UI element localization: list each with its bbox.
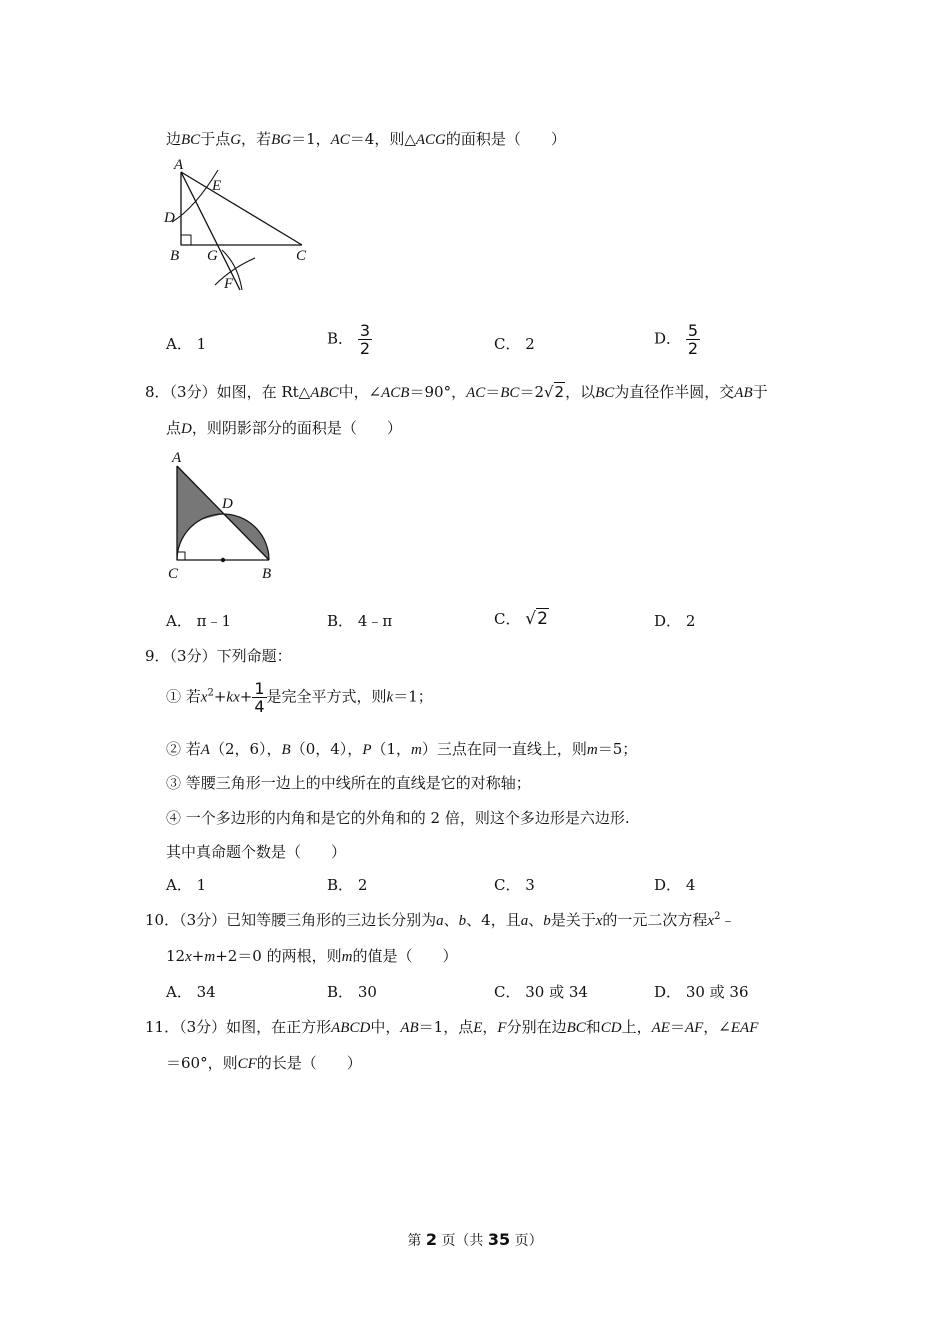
q8-stem-line2: 点D，则阴影部分的面积是（ ） bbox=[166, 419, 402, 437]
q9-option-c[interactable]: C． 3 bbox=[494, 876, 535, 894]
page-footer: 第 2 页（共 35 页） bbox=[407, 1230, 543, 1249]
q9-option-a[interactable]: A． 1 bbox=[166, 876, 207, 894]
q8-figure bbox=[160, 448, 300, 588]
q8-option-b[interactable]: B． 4﹣π bbox=[327, 612, 393, 630]
q7-label-D: D bbox=[164, 210, 175, 226]
q8-stem-line1: 8．（3分）如图，在 Rt△ABC中，∠ACB＝90°，AC＝BC＝2√2，以BC为直径作半圆，交AB于 bbox=[145, 383, 768, 401]
q8-option-a[interactable]: A． π﹣1 bbox=[166, 612, 232, 630]
q7-figure bbox=[160, 150, 320, 300]
q7-option-a[interactable]: A． 1 bbox=[166, 335, 207, 353]
q7-label-F: F bbox=[224, 276, 234, 292]
q7-option-d[interactable]: D． $\frac{5}{2}$ bbox=[654, 321, 698, 358]
q9-question: 其中真命题个数是（ ） bbox=[166, 843, 347, 861]
q9-statement-2: ② 若A（2，6），B（0，4），P（1，m）三点在同一直线上，则m＝5； bbox=[166, 740, 638, 758]
q7-label-G: G bbox=[207, 248, 218, 264]
q8-option-c-sqrt: √2 bbox=[525, 609, 548, 629]
q7-option-d-fraction: $\frac{5}{2}$ bbox=[687, 321, 698, 358]
q7-option-b[interactable]: B． $\frac{3}{2}$ bbox=[327, 321, 370, 358]
q9-option-b[interactable]: B． 2 bbox=[327, 876, 368, 894]
q9-statement-1: ① 若$x^2+kx+$ $\frac{1}{4}$ 是完全平方式，则k＝1； bbox=[166, 679, 433, 716]
q7-stem: 边BC于点G，若BG＝1，AC＝4，则△ACG的面积是（ ） bbox=[166, 130, 566, 148]
q10-option-a[interactable]: A． 34 bbox=[166, 983, 216, 1001]
q10-stem-line2: 12x+m+2＝0 的两根，则m的值是（ ） bbox=[166, 947, 458, 965]
q8-option-c[interactable]: C． √2 bbox=[494, 609, 548, 629]
q7-option-b-fraction: $\frac{3}{2}$ bbox=[359, 321, 370, 358]
q8-option-d[interactable]: D． 2 bbox=[654, 612, 696, 630]
q8-label-A: A bbox=[172, 450, 182, 466]
q7-label-A: A bbox=[174, 157, 184, 173]
q9-option-d[interactable]: D． 4 bbox=[654, 876, 696, 894]
q7-label-C: C bbox=[296, 248, 307, 264]
q10-option-d[interactable]: D． 30 或 36 bbox=[654, 983, 749, 1001]
q10-option-c[interactable]: C． 30 或 34 bbox=[494, 983, 588, 1001]
q10-option-b[interactable]: B． 30 bbox=[327, 983, 377, 1001]
q9-statement-3: ③ 等腰三角形一边上的中线所在的直线是它的对称轴； bbox=[166, 774, 531, 792]
q9-fraction: $\frac{1}{4}$ bbox=[254, 679, 265, 716]
q10-stem-line1: 10．（3分）已知等腰三角形的三边长分别为a、b、4，且a、b是关于x的一元二次方程$x^2﹣$ bbox=[145, 911, 736, 929]
q11-stem-line2: ＝60°，则CF的长是（ ） bbox=[166, 1054, 362, 1072]
q9-statement-4: ④ 一个多边形的内角和是它的外角和的 2 倍，则这个多边形是六边形. bbox=[166, 809, 630, 827]
q9-stem: 9．（3分）下列命题： bbox=[145, 647, 292, 665]
q8-label-D: D bbox=[222, 496, 233, 512]
q8-label-C: C bbox=[168, 566, 179, 582]
q7-label-B: B bbox=[170, 248, 180, 264]
q11-stem-line1: 11．（3分）如图，在正方形ABCD中，AB＝1，点E，F分别在边BC和CD上，AE＝AF，∠EAF bbox=[145, 1018, 759, 1036]
q7-option-c[interactable]: C． 2 bbox=[494, 335, 535, 353]
q8-sqrt: √2 bbox=[543, 383, 565, 401]
page-total: 35 bbox=[487, 1230, 511, 1249]
q8-label-B: B bbox=[262, 566, 272, 582]
q7-label-E: E bbox=[212, 178, 222, 194]
page-number: 2 bbox=[425, 1230, 437, 1249]
